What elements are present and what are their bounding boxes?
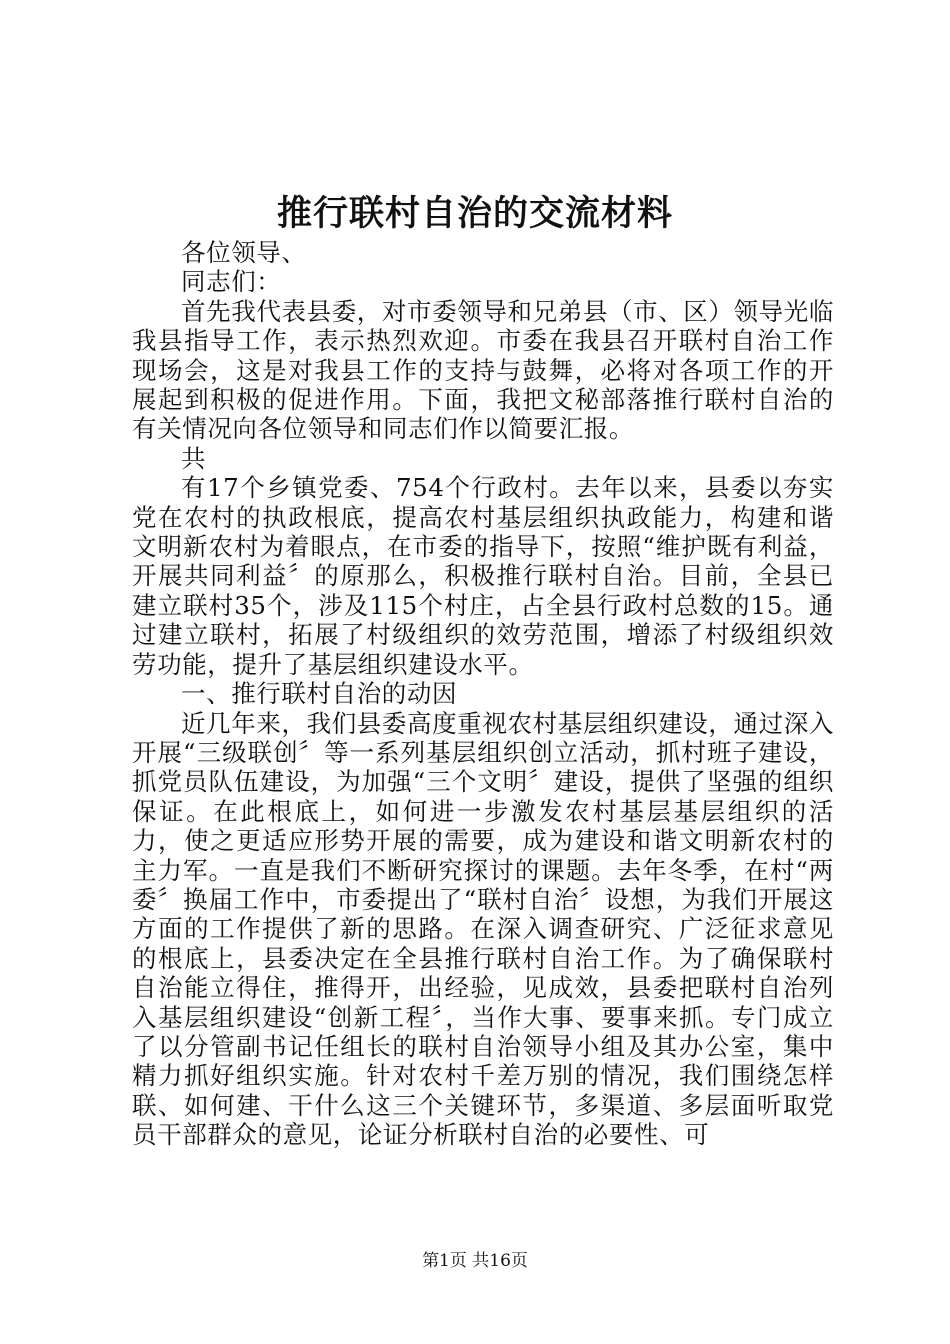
paragraph-fragment: 共	[181, 443, 207, 473]
paragraph-welcome: 首先我代表县委，对市委领导和兄弟县（市、区）领导光临我县指导工作，表示热烈欢迎。市委在我县召开联村自治工作现场会，这是对我县工作的支持与鼓舞，必将对各项工作的开展起到积极的促进作用。下面，我把文秘部落推行联村自治的有关情况向各位领导和同志们作以简要汇报。	[132, 296, 834, 444]
paragraph-motivation: 近几年来，我们县委高度重视农村基层组织建设，通过深入开展“三级联创〞等一系列基层组织创立活动，抓村班子建设，抓党员队伍建设，为加强“三个文明〞建设，提供了坚强的组织保证。在此根底上，如何进一步激发农村基层基层组织的活力，使之更适应形势开展的需要，成为建设和谐文明新农村的主力军。一直是我们不断研究探讨的课题。去年冬季，在村“两委〞换届工作中，市委提出了“联村自治〞设想，为我们开展这方面的工作提供了新的思路。在深入调查研究、广泛征求意见的根底上，县委决定在全县推行联村自治工作。为了确保联村自治能立得住，推得开，出经验，见成效，县委把联村自治列入基层组织建设“创新工程〞，当作大事、要事来抓。专门成立了以分管副书记任组长的联村自治领导小组及其办公室，集中精力抓好组织实施。针对农村千差万别的情况，我们围绕怎样联、如何建、干什么这三个关键环节，多渠道、多层面听取党员干部群众的意见，论证分析联村自治的必要性、可	[132, 708, 834, 1150]
salutation-leaders: 各位领导、	[181, 238, 307, 267]
paragraph-overview: 有17个乡镇党委、754个行政村。去年以来，县委以夯实党在农村的执政根底，提高农村基层组织执政能力，构建和谐文明新农村为着眼点，在市委的指导下，按照“维护既有利益，开展共同利益〞的原那么，积极推行联村自治。目前，全县已建立联村35个，涉及115个村庄，占全县行政村总数的15。通过建立联村，拓展了村级组织的效劳范围，增添了村级组织效劳功能，提升了基层组织建设水平。	[132, 473, 834, 679]
document-title: 推行联村自治的交流材料	[276, 193, 673, 234]
salutation-comrades: 同志们：	[181, 267, 282, 297]
document-body	[132, 238, 834, 1150]
page-number: 第1页 共16页	[422, 1251, 528, 1271]
section-heading-1: 一、推行联村自治的动因	[181, 679, 458, 709]
